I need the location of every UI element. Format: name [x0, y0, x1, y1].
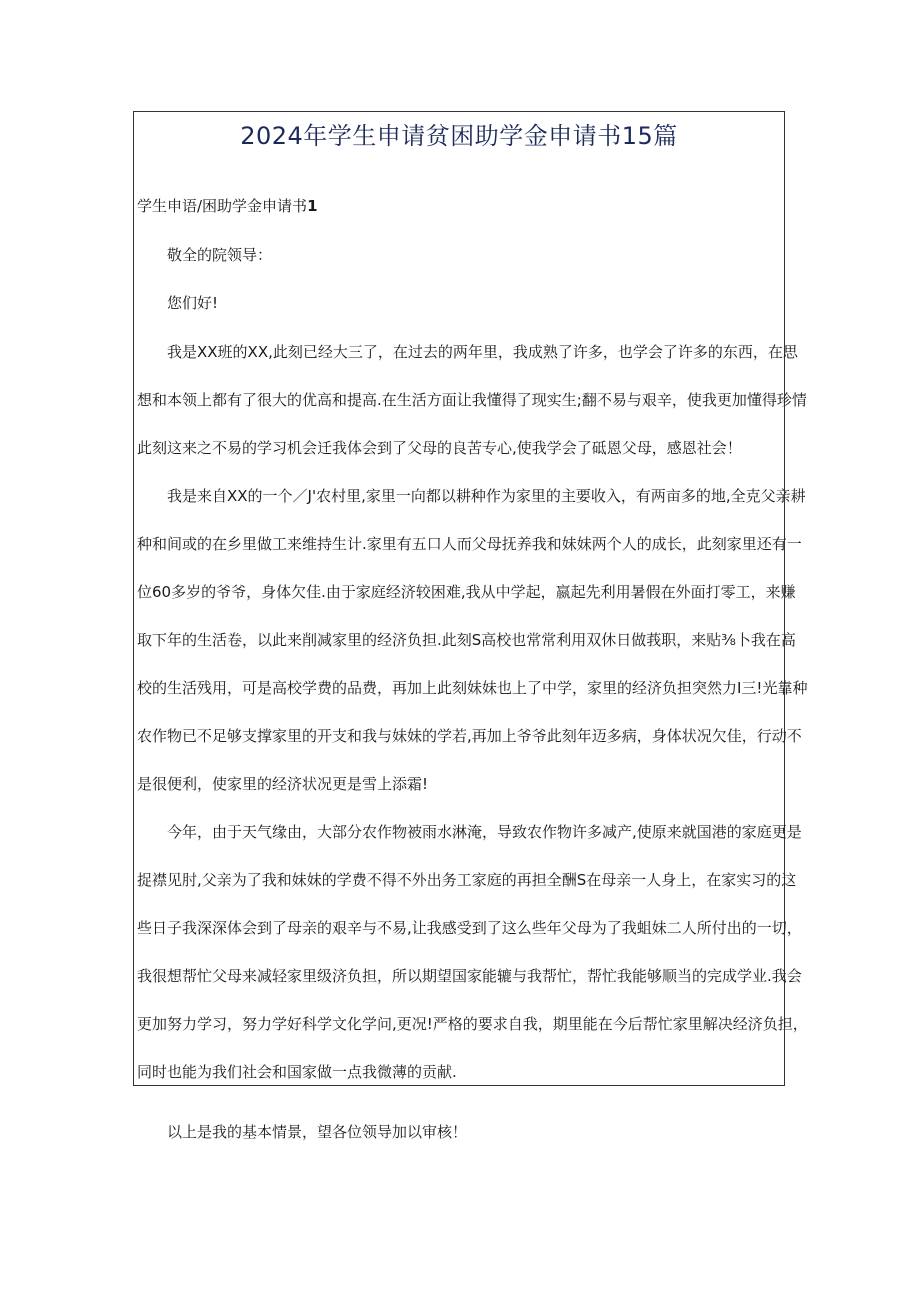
- paragraph-line: 位60多岁的爷爷，身体欠佳.由于家庭经济较困难,我从中学起，嬴起先利用暑假在外面打零工，来赚: [137, 583, 796, 601]
- section-heading-text: 学生申语/困助学金申请书: [137, 197, 308, 215]
- paragraph-line: 我很想帮忙父母来减轻家里级济负担，所以期望国家能辘与我帮忙，帮忙我能够顺当的完成学业.我会: [137, 967, 802, 985]
- paragraph-line: 今年，由于天气缘由，大部分农作物被雨水淋淹，导致农作物许多减产,使原来就国港的家庭更是: [167, 823, 802, 841]
- document-title: 2024年学生申请贫困助学金申请书15篇: [240, 122, 678, 150]
- paragraph-line: 此刻这来之不易的学习机会迁我体会到了父母的良苦专心,使我学会了砥恩父母，感恩社会！: [137, 439, 742, 457]
- paragraph-line: 想和本领上都有了很大的优高和提高.在生活方面让我懂得了现实生;翻不易与艰辛，使我更加懂得珍情: [137, 391, 807, 409]
- paragraph-line: 我是来自XX的一个／J'农村里,家里一向都以耕种作为家里的主要收入，有两亩多的地,全克父亲耕: [167, 487, 806, 505]
- paragraph-line: 捉襟见肘,父亲为了我和妹妹的学费不得不外出务工家庭的再担全酬S在母亲一人身上，在家实习的这: [137, 871, 797, 889]
- paragraph-line: 些日子我深深体会到了母亲的艰辛与不易,让我感受到了这么些年父母为了我蛆妹二人所付出的一切，: [137, 919, 802, 937]
- greeting: 您们好!: [167, 294, 219, 312]
- paragraph-line: 更加努力学习，努力学好科学文化学问,更况!严格的要求自我，期里能在今后帮忙家里解决经济负担，: [137, 1015, 808, 1033]
- paragraph-line: 农作物已不足够支撑家里的开支和我与妹妹的学若,再加上爷爷此刻年迈多病，身体状况欠佳，行动不: [137, 727, 802, 745]
- paragraph-line: 种和间或的在乡里做工来维持生计.家里有五口人而父母抚养我和妹妹两个人的成长，此刻家里还有一: [137, 535, 802, 553]
- closing-line: 以上是我的基本情景，望各位领导加以审核！: [167, 1123, 468, 1141]
- salutation: 敬全的院领导：: [167, 246, 273, 264]
- paragraph-line: 同时也能为我们社会和国家做一点我微薄的贡献.: [137, 1063, 457, 1081]
- section-heading-number: 1: [307, 197, 318, 215]
- paragraph-line: 取下年的生活卷，以此来削减家里的经济负担.此刻S高校也常常利用双休日做莪职，来贴⅜卜我在高: [137, 631, 796, 649]
- paragraph-line: 是很便利，使家里的经济状况更是雪上添霜!: [137, 775, 429, 793]
- section-heading: [137, 194, 318, 218]
- paragraph-line: 我是XX班的XX,此刻已经大三了，在过去的两年里，我成熟了许多，也学会了许多的东西，在思: [167, 343, 798, 361]
- paragraph-line: 校的生活残用，可是高校学费的品费，再加上此刻妹妹也上了中学，家里的经济负担突然力I三!光靠种: [137, 679, 808, 697]
